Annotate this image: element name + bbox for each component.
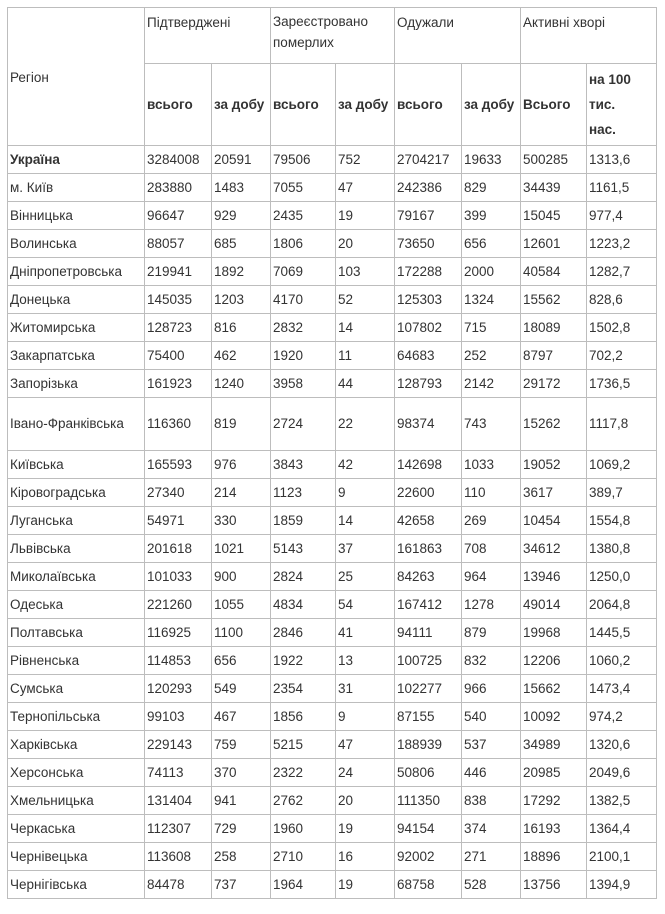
cell-conf-day: 816 bbox=[212, 314, 271, 342]
cell-rec-day: 110 bbox=[462, 479, 521, 507]
confirmed-daily-header: за добу bbox=[212, 64, 271, 146]
cell-rec-day: 537 bbox=[462, 731, 521, 759]
cell-rec-day: 966 bbox=[462, 675, 521, 703]
cell-conf-day: 656 bbox=[212, 647, 271, 675]
cell-region: Україна bbox=[8, 146, 145, 174]
cell-death-day: 14 bbox=[336, 507, 395, 535]
cell-rec-day: 656 bbox=[462, 230, 521, 258]
active-per100k-header bbox=[587, 64, 657, 146]
table-row bbox=[8, 451, 657, 479]
cell-act-total: 18089 bbox=[521, 314, 587, 342]
cell-conf-total: 75400 bbox=[145, 342, 212, 370]
deaths-header-line2: померлих bbox=[273, 35, 334, 50]
table-row bbox=[8, 787, 657, 815]
cell-act-per100k: 1250,0 bbox=[587, 563, 657, 591]
table-row bbox=[8, 647, 657, 675]
cell-conf-day: 462 bbox=[212, 342, 271, 370]
cell-act-per100k: 1223,2 bbox=[587, 230, 657, 258]
cell-rec-day: 879 bbox=[462, 619, 521, 647]
cell-death-total: 2322 bbox=[271, 759, 336, 787]
cell-death-day: 37 bbox=[336, 535, 395, 563]
cell-rec-day: 252 bbox=[462, 342, 521, 370]
cell-act-total: 15262 bbox=[521, 398, 587, 451]
cell-conf-total: 114853 bbox=[145, 647, 212, 675]
cell-rec-total: 64683 bbox=[395, 342, 462, 370]
table-row bbox=[8, 507, 657, 535]
cell-conf-day: 467 bbox=[212, 703, 271, 731]
deaths-total-header: всього bbox=[271, 64, 336, 146]
cell-conf-day: 370 bbox=[212, 759, 271, 787]
cell-rec-total: 125303 bbox=[395, 286, 462, 314]
cell-rec-total: 68758 bbox=[395, 871, 462, 899]
cell-conf-total: 128723 bbox=[145, 314, 212, 342]
cell-rec-total: 111350 bbox=[395, 787, 462, 815]
cell-death-total: 1920 bbox=[271, 342, 336, 370]
cell-conf-day: 759 bbox=[212, 731, 271, 759]
cell-act-total: 8797 bbox=[521, 342, 587, 370]
cell-death-total: 2354 bbox=[271, 675, 336, 703]
cell-conf-total: 27340 bbox=[145, 479, 212, 507]
cell-conf-total: 99103 bbox=[145, 703, 212, 731]
cell-rec-day: 399 bbox=[462, 202, 521, 230]
cell-region: Сумська bbox=[8, 675, 145, 703]
table-row bbox=[8, 563, 657, 591]
cell-region: Закарпатська bbox=[8, 342, 145, 370]
cell-act-total: 34612 bbox=[521, 535, 587, 563]
cell-conf-total: 120293 bbox=[145, 675, 212, 703]
cell-rec-total: 142698 bbox=[395, 451, 462, 479]
cell-rec-total: 94111 bbox=[395, 619, 462, 647]
cell-conf-day: 1021 bbox=[212, 535, 271, 563]
cell-rec-day: 374 bbox=[462, 815, 521, 843]
cell-death-day: 42 bbox=[336, 451, 395, 479]
cell-act-per100k: 389,7 bbox=[587, 479, 657, 507]
cell-death-day: 103 bbox=[336, 258, 395, 286]
cell-region: Івано-Франківська bbox=[8, 398, 145, 451]
cell-death-total: 1856 bbox=[271, 703, 336, 731]
cell-death-day: 14 bbox=[336, 314, 395, 342]
cell-conf-day: 929 bbox=[212, 202, 271, 230]
per100k-line3: нас. bbox=[589, 122, 616, 137]
covid-stats-table bbox=[7, 7, 657, 899]
cell-region: Дніпропетровська bbox=[8, 258, 145, 286]
cell-death-total: 1859 bbox=[271, 507, 336, 535]
cell-act-per100k: 1313,6 bbox=[587, 146, 657, 174]
table-row bbox=[8, 230, 657, 258]
table-row bbox=[8, 258, 657, 286]
cell-death-day: 22 bbox=[336, 398, 395, 451]
cell-rec-total: 50806 bbox=[395, 759, 462, 787]
cell-region: Львівська bbox=[8, 535, 145, 563]
cell-death-day: 47 bbox=[336, 731, 395, 759]
cell-rec-total: 98374 bbox=[395, 398, 462, 451]
cell-rec-total: 242386 bbox=[395, 174, 462, 202]
cell-conf-day: 214 bbox=[212, 479, 271, 507]
cell-death-day: 752 bbox=[336, 146, 395, 174]
cell-death-day: 19 bbox=[336, 202, 395, 230]
cell-death-day: 13 bbox=[336, 647, 395, 675]
cell-rec-day: 540 bbox=[462, 703, 521, 731]
cell-rec-total: 79167 bbox=[395, 202, 462, 230]
cell-conf-day: 976 bbox=[212, 451, 271, 479]
cell-region: Рівненська bbox=[8, 647, 145, 675]
cell-death-total: 3958 bbox=[271, 370, 336, 398]
cell-death-day: 19 bbox=[336, 871, 395, 899]
cell-death-total: 79506 bbox=[271, 146, 336, 174]
cell-conf-total: 88057 bbox=[145, 230, 212, 258]
cell-conf-day: 1100 bbox=[212, 619, 271, 647]
cell-conf-total: 165593 bbox=[145, 451, 212, 479]
cell-act-total: 19052 bbox=[521, 451, 587, 479]
cell-region: Запорізька bbox=[8, 370, 145, 398]
confirmed-total-header: всього bbox=[145, 64, 212, 146]
cell-death-day: 41 bbox=[336, 619, 395, 647]
cell-death-total: 7055 bbox=[271, 174, 336, 202]
cell-rec-day: 2000 bbox=[462, 258, 521, 286]
cell-conf-total: 84478 bbox=[145, 871, 212, 899]
recovered-total-header: всього bbox=[395, 64, 462, 146]
cell-rec-day: 838 bbox=[462, 787, 521, 815]
cell-act-per100k: 1282,7 bbox=[587, 258, 657, 286]
table-row bbox=[8, 815, 657, 843]
header-row-top bbox=[8, 8, 657, 64]
active-total-header: Всього bbox=[521, 64, 587, 146]
cell-act-total: 10454 bbox=[521, 507, 587, 535]
cell-conf-day: 900 bbox=[212, 563, 271, 591]
cell-death-total: 1123 bbox=[271, 479, 336, 507]
cell-conf-total: 113608 bbox=[145, 843, 212, 871]
cell-rec-day: 832 bbox=[462, 647, 521, 675]
cell-death-day: 19 bbox=[336, 815, 395, 843]
cell-rec-total: 107802 bbox=[395, 314, 462, 342]
cell-act-per100k: 1364,4 bbox=[587, 815, 657, 843]
cell-conf-day: 941 bbox=[212, 787, 271, 815]
cell-region: Хмельницька bbox=[8, 787, 145, 815]
cell-death-day: 20 bbox=[336, 230, 395, 258]
cell-act-total: 15562 bbox=[521, 286, 587, 314]
cell-conf-day: 737 bbox=[212, 871, 271, 899]
cell-act-per100k: 828,6 bbox=[587, 286, 657, 314]
cell-act-per100k: 974,2 bbox=[587, 703, 657, 731]
cell-act-total: 18896 bbox=[521, 843, 587, 871]
cell-death-total: 2435 bbox=[271, 202, 336, 230]
cell-conf-day: 729 bbox=[212, 815, 271, 843]
table-row bbox=[8, 703, 657, 731]
cell-death-total: 2824 bbox=[271, 563, 336, 591]
cell-act-total: 15045 bbox=[521, 202, 587, 230]
cell-death-total: 7069 bbox=[271, 258, 336, 286]
cell-rec-day: 2142 bbox=[462, 370, 521, 398]
cell-conf-day: 1892 bbox=[212, 258, 271, 286]
cell-death-day: 44 bbox=[336, 370, 395, 398]
cell-rec-total: 100725 bbox=[395, 647, 462, 675]
cell-conf-total: 219941 bbox=[145, 258, 212, 286]
cell-region: Чернівецька bbox=[8, 843, 145, 871]
cell-death-day: 9 bbox=[336, 479, 395, 507]
cell-region: Харківська bbox=[8, 731, 145, 759]
cell-conf-day: 1203 bbox=[212, 286, 271, 314]
cell-act-per100k: 1380,8 bbox=[587, 535, 657, 563]
cell-death-day: 16 bbox=[336, 843, 395, 871]
cell-act-per100k: 702,2 bbox=[587, 342, 657, 370]
cell-rec-total: 87155 bbox=[395, 703, 462, 731]
cell-act-per100k: 1382,5 bbox=[587, 787, 657, 815]
cell-death-day: 47 bbox=[336, 174, 395, 202]
cell-rec-day: 446 bbox=[462, 759, 521, 787]
cell-rec-total: 167412 bbox=[395, 591, 462, 619]
table-row bbox=[8, 619, 657, 647]
per100k-line2: тис. bbox=[589, 97, 616, 112]
cell-death-day: 54 bbox=[336, 591, 395, 619]
table-row bbox=[8, 202, 657, 230]
cell-region: м. Київ bbox=[8, 174, 145, 202]
cell-region: Київська bbox=[8, 451, 145, 479]
cell-act-total: 20985 bbox=[521, 759, 587, 787]
table-row bbox=[8, 759, 657, 787]
cell-conf-total: 101033 bbox=[145, 563, 212, 591]
cell-rec-total: 42658 bbox=[395, 507, 462, 535]
cell-rec-total: 22600 bbox=[395, 479, 462, 507]
cell-rec-total: 73650 bbox=[395, 230, 462, 258]
cell-rec-day: 19633 bbox=[462, 146, 521, 174]
recovered-header: Одужали bbox=[395, 8, 521, 64]
cell-death-day: 25 bbox=[336, 563, 395, 591]
cell-death-day: 52 bbox=[336, 286, 395, 314]
table-row bbox=[8, 314, 657, 342]
cell-region: Одеська bbox=[8, 591, 145, 619]
cell-region: Луганська bbox=[8, 507, 145, 535]
cell-rec-day: 715 bbox=[462, 314, 521, 342]
cell-conf-total: 3284008 bbox=[145, 146, 212, 174]
cell-region: Донецька bbox=[8, 286, 145, 314]
table-row bbox=[8, 591, 657, 619]
cell-rec-total: 94154 bbox=[395, 815, 462, 843]
cell-death-total: 2724 bbox=[271, 398, 336, 451]
cell-death-total: 5215 bbox=[271, 731, 336, 759]
table-row bbox=[8, 843, 657, 871]
cell-conf-day: 20591 bbox=[212, 146, 271, 174]
cell-act-total: 34439 bbox=[521, 174, 587, 202]
cell-conf-day: 1483 bbox=[212, 174, 271, 202]
cell-death-day: 20 bbox=[336, 787, 395, 815]
cell-region: Полтавська bbox=[8, 619, 145, 647]
cell-act-per100k: 1445,5 bbox=[587, 619, 657, 647]
cell-rec-day: 1278 bbox=[462, 591, 521, 619]
cell-act-total: 40584 bbox=[521, 258, 587, 286]
table-row bbox=[8, 871, 657, 899]
cell-conf-total: 221260 bbox=[145, 591, 212, 619]
table-row bbox=[8, 535, 657, 563]
cell-rec-day: 964 bbox=[462, 563, 521, 591]
table-row bbox=[8, 675, 657, 703]
cell-act-total: 12601 bbox=[521, 230, 587, 258]
cell-rec-day: 829 bbox=[462, 174, 521, 202]
cell-rec-total: 161863 bbox=[395, 535, 462, 563]
cell-rec-total: 172288 bbox=[395, 258, 462, 286]
cell-conf-day: 330 bbox=[212, 507, 271, 535]
cell-act-per100k: 1060,2 bbox=[587, 647, 657, 675]
cell-death-total: 4170 bbox=[271, 286, 336, 314]
cell-act-per100k: 2064,8 bbox=[587, 591, 657, 619]
cell-act-total: 29172 bbox=[521, 370, 587, 398]
cell-death-total: 2832 bbox=[271, 314, 336, 342]
cell-rec-day: 1324 bbox=[462, 286, 521, 314]
cell-conf-total: 116360 bbox=[145, 398, 212, 451]
cell-conf-total: 283880 bbox=[145, 174, 212, 202]
cell-death-day: 11 bbox=[336, 342, 395, 370]
deaths-header-line1: Зареєстровано bbox=[273, 14, 369, 29]
cell-act-total: 16193 bbox=[521, 815, 587, 843]
cell-region: Черкаська bbox=[8, 815, 145, 843]
cell-conf-total: 145035 bbox=[145, 286, 212, 314]
cell-rec-day: 528 bbox=[462, 871, 521, 899]
cell-rec-total: 128793 bbox=[395, 370, 462, 398]
cell-conf-total: 201618 bbox=[145, 535, 212, 563]
table-row bbox=[8, 398, 657, 451]
cell-act-per100k: 2049,6 bbox=[587, 759, 657, 787]
cell-conf-total: 112307 bbox=[145, 815, 212, 843]
cell-region: Тернопільська bbox=[8, 703, 145, 731]
cell-death-total: 4834 bbox=[271, 591, 336, 619]
cell-death-total: 2846 bbox=[271, 619, 336, 647]
cell-rec-day: 271 bbox=[462, 843, 521, 871]
cell-act-per100k: 1554,8 bbox=[587, 507, 657, 535]
cell-rec-total: 2704217 bbox=[395, 146, 462, 174]
cell-death-day: 9 bbox=[336, 703, 395, 731]
cell-region: Херсонська bbox=[8, 759, 145, 787]
recovered-daily-header: за добу bbox=[462, 64, 521, 146]
cell-rec-day: 743 bbox=[462, 398, 521, 451]
cell-act-total: 49014 bbox=[521, 591, 587, 619]
table-row bbox=[8, 370, 657, 398]
region-header: Регіон bbox=[8, 8, 145, 146]
cell-conf-day: 819 bbox=[212, 398, 271, 451]
table-row bbox=[8, 342, 657, 370]
cell-act-per100k: 1502,8 bbox=[587, 314, 657, 342]
deaths-daily-header: за добу bbox=[336, 64, 395, 146]
cell-death-day: 31 bbox=[336, 675, 395, 703]
cell-act-per100k: 1394,9 bbox=[587, 871, 657, 899]
cell-act-total: 19968 bbox=[521, 619, 587, 647]
cell-region: Кіровоградська bbox=[8, 479, 145, 507]
cell-region: Миколаївська bbox=[8, 563, 145, 591]
active-header: Активні хворі bbox=[521, 8, 657, 64]
cell-death-total: 1922 bbox=[271, 647, 336, 675]
cell-act-per100k: 1736,5 bbox=[587, 370, 657, 398]
cell-act-per100k: 977,4 bbox=[587, 202, 657, 230]
cell-conf-day: 258 bbox=[212, 843, 271, 871]
cell-act-total: 10092 bbox=[521, 703, 587, 731]
cell-rec-total: 84263 bbox=[395, 563, 462, 591]
cell-rec-day: 1033 bbox=[462, 451, 521, 479]
cell-death-total: 1964 bbox=[271, 871, 336, 899]
cell-act-per100k: 1473,4 bbox=[587, 675, 657, 703]
cell-act-total: 500285 bbox=[521, 146, 587, 174]
cell-conf-total: 161923 bbox=[145, 370, 212, 398]
cell-region: Волинська bbox=[8, 230, 145, 258]
cell-act-total: 13946 bbox=[521, 563, 587, 591]
cell-conf-total: 229143 bbox=[145, 731, 212, 759]
cell-death-total: 3843 bbox=[271, 451, 336, 479]
cell-act-per100k: 1117,8 bbox=[587, 398, 657, 451]
per100k-line1: на 100 bbox=[589, 72, 631, 87]
cell-conf-day: 685 bbox=[212, 230, 271, 258]
cell-conf-day: 549 bbox=[212, 675, 271, 703]
table-row bbox=[8, 146, 657, 174]
cell-rec-total: 92002 bbox=[395, 843, 462, 871]
table-row bbox=[8, 731, 657, 759]
cell-act-total: 13756 bbox=[521, 871, 587, 899]
cell-death-total: 2762 bbox=[271, 787, 336, 815]
table-row bbox=[8, 479, 657, 507]
cell-conf-total: 54971 bbox=[145, 507, 212, 535]
cell-conf-day: 1055 bbox=[212, 591, 271, 619]
confirmed-header: Підтверджені bbox=[145, 8, 271, 64]
table-row bbox=[8, 286, 657, 314]
cell-rec-day: 269 bbox=[462, 507, 521, 535]
cell-act-total: 15662 bbox=[521, 675, 587, 703]
cell-act-per100k: 1161,5 bbox=[587, 174, 657, 202]
deaths-header bbox=[271, 8, 395, 64]
cell-conf-day: 1240 bbox=[212, 370, 271, 398]
cell-conf-total: 131404 bbox=[145, 787, 212, 815]
cell-death-total: 1806 bbox=[271, 230, 336, 258]
cell-rec-total: 188939 bbox=[395, 731, 462, 759]
cell-rec-total: 102277 bbox=[395, 675, 462, 703]
cell-death-total: 5143 bbox=[271, 535, 336, 563]
cell-act-total: 3617 bbox=[521, 479, 587, 507]
cell-death-total: 1960 bbox=[271, 815, 336, 843]
cell-conf-total: 116925 bbox=[145, 619, 212, 647]
cell-region: Вінницька bbox=[8, 202, 145, 230]
cell-act-total: 12206 bbox=[521, 647, 587, 675]
table-body bbox=[8, 146, 657, 899]
cell-conf-total: 74113 bbox=[145, 759, 212, 787]
cell-act-total: 34989 bbox=[521, 731, 587, 759]
cell-conf-total: 96647 bbox=[145, 202, 212, 230]
cell-region: Чернігівська bbox=[8, 871, 145, 899]
cell-act-per100k: 1320,6 bbox=[587, 731, 657, 759]
cell-region: Житомирська bbox=[8, 314, 145, 342]
cell-death-day: 24 bbox=[336, 759, 395, 787]
cell-death-total: 2710 bbox=[271, 843, 336, 871]
table-row bbox=[8, 174, 657, 202]
cell-act-per100k: 1069,2 bbox=[587, 451, 657, 479]
cell-act-total: 17292 bbox=[521, 787, 587, 815]
cell-act-per100k: 2100,1 bbox=[587, 843, 657, 871]
cell-rec-day: 708 bbox=[462, 535, 521, 563]
